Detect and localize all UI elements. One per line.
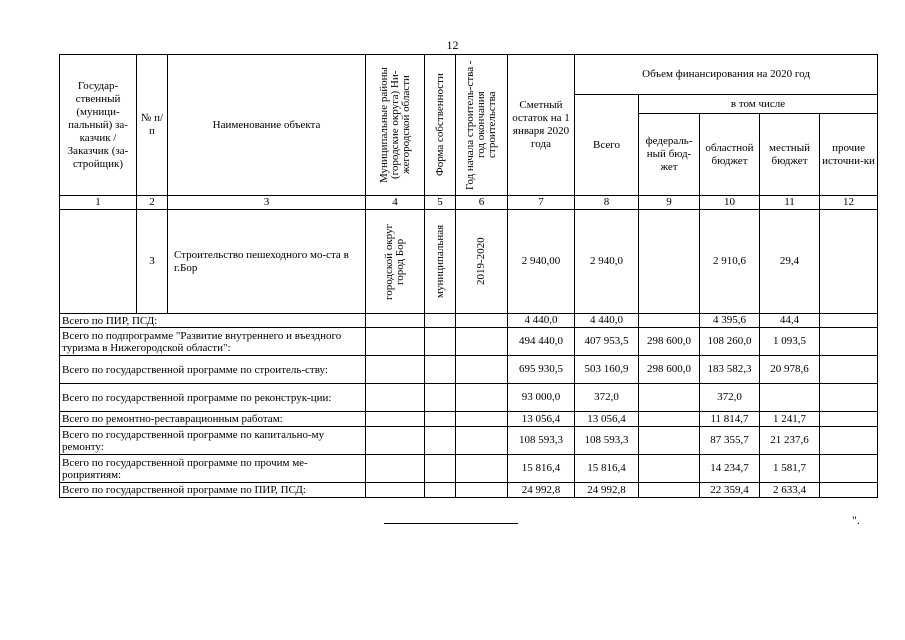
summary-federal	[639, 314, 700, 328]
object-number: 3	[137, 210, 168, 314]
summary-empty-cell	[425, 412, 456, 427]
summary-federal	[639, 455, 700, 483]
summary-total: 108 593,3	[575, 427, 639, 455]
summary-label: Всего по государственной программе по реконструк-ции:	[60, 384, 366, 412]
header-ownership: Форма собственности	[433, 73, 446, 177]
summary-local: 44,4	[760, 314, 820, 328]
summary-other	[820, 483, 878, 498]
summary-local: 1 093,5	[760, 328, 820, 356]
header-total: Всего	[575, 95, 639, 196]
summary-row	[60, 314, 878, 328]
summary-empty-cell	[366, 455, 425, 483]
column-number: 2	[137, 196, 168, 210]
header-federal: федераль-ный бюд-жет	[639, 114, 700, 196]
summary-balance: 93 000,0	[508, 384, 575, 412]
summary-empty-cell	[366, 328, 425, 356]
header-regional: областной бюджет	[700, 114, 760, 196]
column-number: 10	[700, 196, 760, 210]
summary-total: 15 816,4	[575, 455, 639, 483]
object-total: 2 940,0	[575, 210, 639, 314]
funding-table	[59, 54, 878, 498]
summary-balance: 108 593,3	[508, 427, 575, 455]
summary-balance: 695 930,5	[508, 356, 575, 384]
summary-total: 372,0	[575, 384, 639, 412]
header-years: Год начала строитель-ства - год окончания строительства	[464, 60, 498, 190]
summary-local: 21 237,6	[760, 427, 820, 455]
summary-balance: 13 056,4	[508, 412, 575, 427]
summary-local	[760, 384, 820, 412]
summary-local: 1 241,7	[760, 412, 820, 427]
summary-total: 4 440,0	[575, 314, 639, 328]
summary-other	[820, 412, 878, 427]
summary-federal: 298 600,0	[639, 328, 700, 356]
summary-other	[820, 356, 878, 384]
summary-empty-cell	[456, 412, 508, 427]
summary-empty-cell	[456, 314, 508, 328]
summary-empty-cell	[456, 427, 508, 455]
summary-row	[60, 384, 878, 412]
summary-label: Всего по государственной программе по капитально-му ремонту:	[60, 427, 366, 455]
header-local: местный бюджет	[760, 114, 820, 196]
object-years-cell	[456, 210, 508, 314]
summary-empty-cell	[425, 314, 456, 328]
summary-empty-cell	[366, 427, 425, 455]
column-number: 1	[60, 196, 137, 210]
summary-other	[820, 384, 878, 412]
header-district-cell	[366, 55, 425, 196]
header-subgroup: в том числе	[639, 95, 878, 114]
summary-regional: 14 234,7	[700, 455, 760, 483]
summary-other	[820, 314, 878, 328]
summary-balance: 24 992,8	[508, 483, 575, 498]
summary-empty-cell	[456, 455, 508, 483]
column-number: 6	[456, 196, 508, 210]
summary-other	[820, 427, 878, 455]
summary-label: Всего по ПИР, ПСД:	[60, 314, 366, 328]
header-district: Муниципальные районы (городские округа) Ни-жегородской области	[377, 67, 412, 183]
summary-regional: 11 814,7	[700, 412, 760, 427]
object-regional: 2 910,6	[700, 210, 760, 314]
summary-local: 2 633,4	[760, 483, 820, 498]
summary-empty-cell	[366, 356, 425, 384]
header-funding-group: Объем финансирования на 2020 год	[575, 55, 878, 95]
summary-empty-cell	[456, 328, 508, 356]
object-local: 29,4	[760, 210, 820, 314]
summary-total: 13 056,4	[575, 412, 639, 427]
header-years-cell	[456, 55, 508, 196]
summary-label: Всего по подпрограмме "Развитие внутреннего и въездного туризма в Нижегородской области":	[60, 328, 366, 356]
object-ownership-cell	[425, 210, 456, 314]
summary-total: 24 992,8	[575, 483, 639, 498]
object-name: Строительство пешеходного мо-ста в г.Бор	[168, 210, 366, 314]
column-number: 4	[366, 196, 425, 210]
summary-local: 20 978,6	[760, 356, 820, 384]
column-number: 11	[760, 196, 820, 210]
summary-label: Всего по государственной программе по прочим ме-роприятиям:	[60, 455, 366, 483]
summary-label: Всего по ремонтно-реставрационным работам:	[60, 412, 366, 427]
column-number: 12	[820, 196, 878, 210]
object-federal	[639, 210, 700, 314]
summary-other	[820, 328, 878, 356]
summary-row	[60, 455, 878, 483]
summary-regional: 183 582,3	[700, 356, 760, 384]
column-number: 3	[168, 196, 366, 210]
summary-empty-cell	[456, 356, 508, 384]
summary-balance: 4 440,0	[508, 314, 575, 328]
summary-regional: 372,0	[700, 384, 760, 412]
separator-line	[384, 523, 518, 524]
object-years: 2019-2020	[475, 237, 487, 286]
summary-total: 503 160,9	[575, 356, 639, 384]
column-number: 7	[508, 196, 575, 210]
summary-empty-cell	[425, 328, 456, 356]
summary-total: 407 953,5	[575, 328, 639, 356]
header-customer: Государ-ственный (муници-пальный) за-казчик / Заказчик (за-стройщик)	[60, 55, 137, 196]
summary-empty-cell	[425, 427, 456, 455]
summary-row	[60, 412, 878, 427]
summary-regional: 108 260,0	[700, 328, 760, 356]
summary-balance: 15 816,4	[508, 455, 575, 483]
summary-federal	[639, 427, 700, 455]
header-object-name: Наименование объекта	[168, 55, 366, 196]
summary-federal: 298 600,0	[639, 356, 700, 384]
summary-regional: 22 359,4	[700, 483, 760, 498]
summary-label: Всего по государственной программе по строитель-ству:	[60, 356, 366, 384]
column-number: 5	[425, 196, 456, 210]
header-balance: Сметный остаток на 1 января 2020 года	[508, 55, 575, 196]
object-district: городской округ город Бор	[383, 223, 406, 300]
closing-mark: ".	[852, 513, 860, 527]
summary-empty-cell	[425, 356, 456, 384]
column-number: 9	[639, 196, 700, 210]
summary-regional: 87 355,7	[700, 427, 760, 455]
summary-other	[820, 455, 878, 483]
summary-empty-cell	[425, 384, 456, 412]
object-balance: 2 940,00	[508, 210, 575, 314]
summary-empty-cell	[366, 384, 425, 412]
summary-empty-cell	[456, 384, 508, 412]
header-ownership-cell	[425, 55, 456, 196]
object-district-cell	[366, 210, 425, 314]
summary-empty-cell	[425, 483, 456, 498]
summary-local: 1 581,7	[760, 455, 820, 483]
summary-row	[60, 427, 878, 455]
summary-row	[60, 328, 878, 356]
header-number: № п/п	[137, 55, 168, 196]
summary-empty-cell	[366, 314, 425, 328]
object-ownership: муниципальная	[433, 224, 446, 299]
column-number: 8	[575, 196, 639, 210]
summary-empty-cell	[366, 483, 425, 498]
summary-federal	[639, 483, 700, 498]
summary-rows	[60, 314, 878, 498]
summary-federal	[639, 412, 700, 427]
column-numbers-row	[60, 196, 878, 210]
object-row	[60, 210, 878, 314]
header-other: прочие источни-ки	[820, 114, 878, 196]
summary-empty-cell	[456, 483, 508, 498]
summary-row	[60, 356, 878, 384]
summary-row	[60, 483, 878, 498]
summary-regional: 4 395,6	[700, 314, 760, 328]
object-customer	[60, 210, 137, 314]
summary-label: Всего по государственной программе по ПИР, ПСД:	[60, 483, 366, 498]
summary-balance: 494 440,0	[508, 328, 575, 356]
summary-empty-cell	[425, 455, 456, 483]
page-number: 12	[446, 38, 459, 52]
summary-federal	[639, 384, 700, 412]
object-other	[820, 210, 878, 314]
summary-empty-cell	[366, 412, 425, 427]
